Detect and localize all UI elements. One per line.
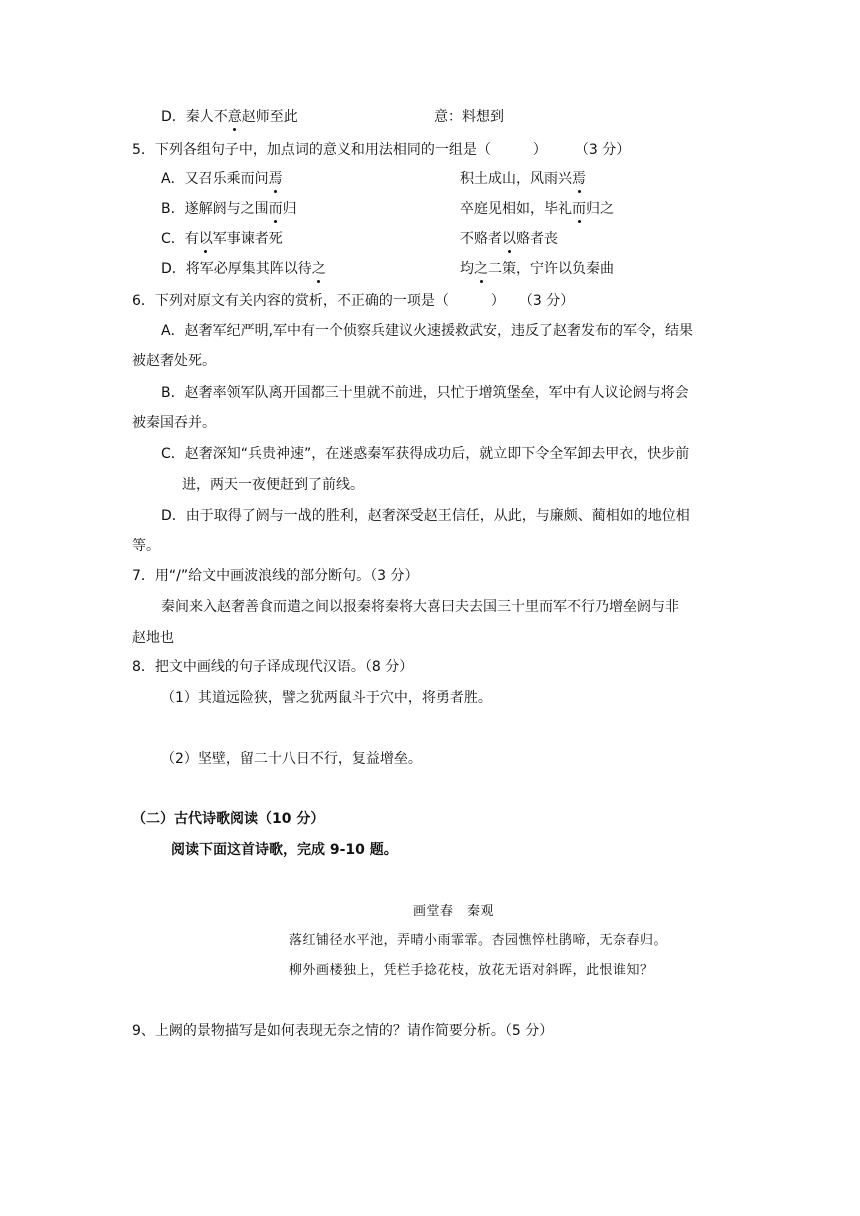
q7-passage-line2: 赵地也 <box>132 630 174 646</box>
q5-option-d-left <box>161 260 326 278</box>
q5-option-a-right <box>460 170 586 188</box>
option-text-post: 归之 <box>586 201 614 217</box>
emphasis-dot-char: 而 <box>268 201 283 217</box>
q5-option-d-right <box>460 260 614 278</box>
q6-option-d-line1: D．由于取得了阏与一战的胜利，赵奢深受赵王信任，从此，与廉颇、蔺相如的地位相 <box>161 508 690 524</box>
q7-passage-line1: 秦间来入赵奢善食而遣之间以报秦将秦将大喜曰夫去国三十里而军不行乃增垒阏与非 <box>161 599 679 615</box>
emphasis-dot-char: 意 <box>227 109 242 125</box>
poem-title: 画堂春 秦观 <box>413 904 495 919</box>
option-text-post: 赂者丧 <box>516 231 558 247</box>
option-text-pre: 秦人不 <box>185 109 228 125</box>
emphasis-dot-char: 焉 <box>268 171 283 187</box>
option-letter: B． <box>161 201 185 217</box>
q5-option-a-left <box>161 170 283 188</box>
emphasis-dot-char: 之 <box>474 261 488 277</box>
q6-option-b-line1: B．赵奢率领军队离开国都三十里就不前进，只忙于增筑堡垒，军中有人议论阏与将会 <box>161 385 689 401</box>
section-instruction: 阅读下面这首诗歌，完成 9-10 题。 <box>171 842 398 858</box>
q6-option-a-line2: 被赵奢处死。 <box>132 353 216 369</box>
q5-option-b-right <box>460 200 614 218</box>
option-text-pre: 不赂者 <box>460 231 502 247</box>
option-letter: C． <box>161 231 185 247</box>
option-text-pre: 卒庭见相如，毕礼 <box>460 201 572 217</box>
q8-sentence-2: （2）坚壁，留二十八日不行，复益增垒。 <box>161 751 422 767</box>
option-text-pre: 将军必厚集其阵以待 <box>185 261 312 277</box>
option-text-pre: 有 <box>184 231 199 247</box>
q6-option-c-line1: C．赵奢深知“兵贵神速”，在迷惑秦军获得成功后，就立即下令全军卸去甲衣，快步前 <box>161 446 690 462</box>
emphasis-dot-char: 以 <box>502 231 516 247</box>
option-text-pre: 又召乐乘而问 <box>184 171 269 187</box>
q4-option-d-meaning: 意：料想到 <box>434 109 504 125</box>
emphasis-dot-char: 而 <box>572 201 586 217</box>
poem-line-1: 落红铺径水平池，弄晴小雨霏霏。杏园憔悴杜鹃啼，无奈春归。 <box>289 933 668 948</box>
q6-stem: 6．下列对原文有关内容的赏析，不正确的一项是（ ） （3 分） <box>132 293 575 309</box>
poem-line-2: 柳外画楼独上，凭栏手捻花枝，放花无语对斜晖，此恨谁知？ <box>289 963 654 978</box>
option-letter: D． <box>161 261 186 277</box>
q6-option-a-line1: A．赵奢军纪严明,军中有一个侦察兵建议火速援救武安，违反了赵奢发布的军令，结果 <box>161 323 694 339</box>
option-letter: A． <box>161 171 185 187</box>
option-text-post: 归 <box>282 201 297 217</box>
q5-stem: 5．下列各组句子中，加点词的意义和用法相同的一组是（ ） （3 分） <box>132 142 631 158</box>
q6-option-b-line2: 被秦国吞并。 <box>132 415 216 431</box>
emphasis-dot-char: 焉 <box>572 171 586 187</box>
option-text-post: 军事谏者死 <box>212 231 283 247</box>
option-letter: D． <box>161 109 186 125</box>
option-text-post: 赵师至此 <box>241 109 298 125</box>
q5-option-c-right <box>460 230 558 248</box>
option-text-pre: 均 <box>460 261 474 277</box>
q6-option-c-line2: 进，两天一夜便赶到了前线。 <box>182 477 364 493</box>
option-text-pre: 积土成山，风雨兴 <box>460 171 572 187</box>
q5-option-c-left <box>161 230 283 248</box>
q4-option-d <box>161 108 298 126</box>
emphasis-dot-char: 之 <box>311 261 326 277</box>
emphasis-dot-char: 以 <box>198 231 213 247</box>
q8-stem: 8．把文中画线的句子译成现代汉语。（8 分） <box>132 659 414 675</box>
q8-sentence-1: （1）其道远险狭，譬之犹两鼠斗于穴中，将勇者胜。 <box>161 690 492 706</box>
option-text-pre: 遂解阏与之围 <box>184 201 269 217</box>
q9-stem: 9、上阙的景物描写是如何表现无奈之情的？请作简要分析。（5 分） <box>132 1023 554 1039</box>
q5-option-b-left <box>161 200 297 218</box>
q7-stem: 7．用“/”给文中画波浪线的部分断句。（3 分） <box>132 568 419 584</box>
q6-option-d-line2: 等。 <box>132 538 160 554</box>
option-text-post: 二策，宁许以负秦曲 <box>488 261 614 277</box>
section-heading: （二）古代诗歌阅读（10 分） <box>132 811 325 827</box>
